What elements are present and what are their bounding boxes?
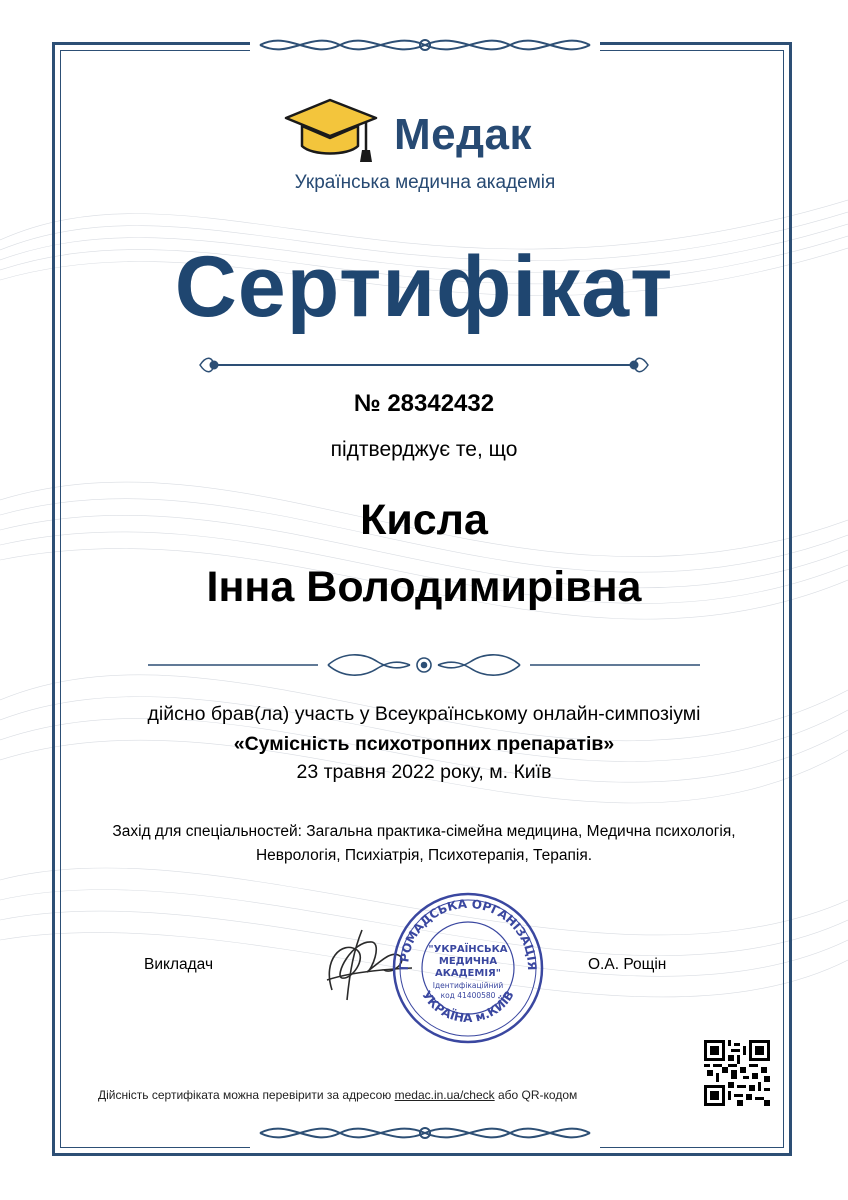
graduation-cap-icon — [282, 96, 382, 168]
qr-code-icon[interactable] — [704, 1040, 770, 1106]
medac-logo — [282, 96, 572, 200]
stamp-line-3: АКАДЕМІЯ" — [435, 968, 501, 979]
lecturer-label: Викладач — [144, 956, 214, 973]
verification-note — [98, 1088, 577, 1102]
bottom-ornament — [250, 1118, 600, 1148]
lecturer-name: О.А. Рощін — [588, 956, 667, 973]
certificate-number: № 28342432 — [353, 390, 495, 417]
name-divider — [148, 648, 700, 682]
brand-name: Медак — [394, 110, 533, 159]
recipient-surname: Кисла — [360, 496, 488, 544]
confirm-text: підтверджує те, що — [330, 438, 518, 461]
verification-link[interactable]: medac.in.ua/check — [394, 1088, 495, 1102]
verification-suffix: або QR-кодом — [494, 1088, 578, 1102]
title-divider — [198, 352, 650, 378]
stamp-line-5: код 41400580 — [440, 991, 496, 1000]
event-date: 23 травня 2022 року, м. Київ — [296, 761, 552, 783]
brand-subtitle: Українська медична академія — [294, 172, 556, 193]
recipient-given-names: Інна Володимирівна — [206, 563, 642, 611]
certificate-title: Сертифікат — [174, 239, 674, 335]
stamp-ring-top: ГРОМАДСЬКА ОРГАНІЗАЦІЯ — [396, 896, 540, 971]
stamp-line-2: МЕДИЧНА — [438, 956, 498, 967]
verification-prefix: Дійсність сертифіката можна перевірити за адресою — [98, 1088, 395, 1102]
stamp-ring-bottom: УКРАЇНА м.КИЇВ — [419, 988, 517, 1026]
top-ornament — [250, 30, 600, 60]
event-title: «Сумісність психотропних препаратів» — [233, 733, 615, 755]
participation-text: дійсно брав(ла) участь у Всеукраїнському онлайн-симпозіумі — [147, 703, 701, 725]
specialties-text: Захід для спеціальностей: Загальна практика-сімейна медицина, Медична психологія, Неврологія, Психіатрія, Психотерапія, Терапія. — [112, 823, 736, 864]
stamp-line-1: "УКРАЇНСЬКА — [428, 944, 508, 955]
stamp-line-4: Ідентифікаційний — [432, 981, 504, 990]
